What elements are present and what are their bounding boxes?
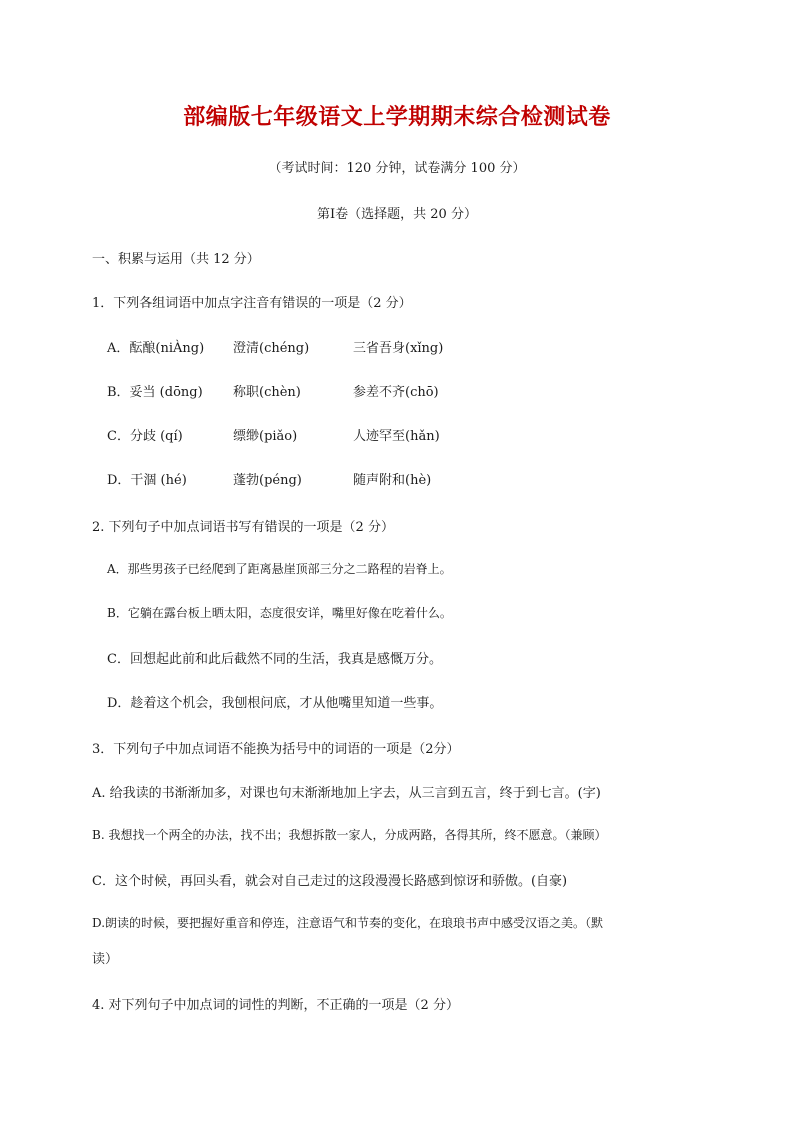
q3-option-b: B. 我想找一个两全的办法，找不出；我想拆散一家人，分成两路，各得其所，终不愿意。（兼顾） <box>92 828 607 842</box>
q1-option-c-word3: 人迹罕至(hǎn) <box>353 429 440 444</box>
q1-option-c-word2: 缥缈(piǎo) <box>233 429 298 444</box>
q1-option-d-word1: D．干涸 (hé) <box>107 473 187 488</box>
volume-heading: 第Ⅰ卷（选择题，共 20 分） <box>317 207 477 222</box>
q1-option-a-word2: 澄清(chéng) <box>233 341 310 356</box>
q1-option-b-word1: B．妥当 (dōng) <box>107 385 203 400</box>
q1-option-a-word1: A．酝酿(niÀng) <box>107 341 205 356</box>
q1-option-b-word3: 参差不齐(chō) <box>353 385 439 400</box>
section-heading: 一、积累与运用（共 12 分） <box>92 252 260 267</box>
q1-option-c-word1: C．分歧 (qí) <box>107 429 183 444</box>
question-2-stem: 2. 下列句子中加点词语书写有错误的一项是（2 分） <box>92 520 394 535</box>
exam-info: （考试时间：120 分钟，试卷满分 100 分） <box>268 161 526 176</box>
question-1-stem: 1．下列各组词语中加点字注音有错误的一项是（2 分） <box>92 296 412 311</box>
question-4-stem: 4. 对下列句子中加点词的词性的判断，不正确的一项是（2 分） <box>92 998 459 1013</box>
q1-option-a-word3: 三省吾身(xǐng) <box>353 341 444 356</box>
q1-option-d-word2: 蓬勃(péng) <box>233 473 302 488</box>
page-title: 部编版七年级语文上学期期末综合检测试卷 <box>183 104 611 130</box>
q3-option-d-line1: D.朗读的时候，要把握好重音和停连，注意语气和节奏的变化，在琅琅书声中感受汉语之美。（默 <box>92 916 604 930</box>
q2-option-c: C．回想起此前和此后截然不同的生活，我真是感慨万分。 <box>107 652 442 667</box>
q2-option-a: A．那些男孩子已经爬到了距离悬崖顶部三分之二路程的岩脊上。 <box>107 562 452 576</box>
q1-option-b-word2: 称职(chèn) <box>233 385 301 400</box>
q3-option-c: C．这个时候，再回头看，就会对自己走过的这段漫漫长路感到惊讶和骄傲。(自豪) <box>92 874 568 889</box>
q3-option-a: A. 给我读的书渐渐加多，对课也句末渐渐地加上字去，从三言到五言，终于到七言。(字) <box>92 786 601 801</box>
q2-option-b: B．它躺在露台板上晒太阳，态度很安详，嘴里好像在吃着什么。 <box>107 606 452 620</box>
q1-option-d-word3: 随声附和(hè) <box>353 473 432 488</box>
q3-option-d-line2: 读） <box>92 952 119 967</box>
question-3-stem: 3．下列句子中加点词语不能换为括号中的词语的一项是（2分） <box>92 742 460 757</box>
q2-option-d: D．趁着这个机会，我刨根问底，才从他嘴里知道一些事。 <box>107 696 443 711</box>
